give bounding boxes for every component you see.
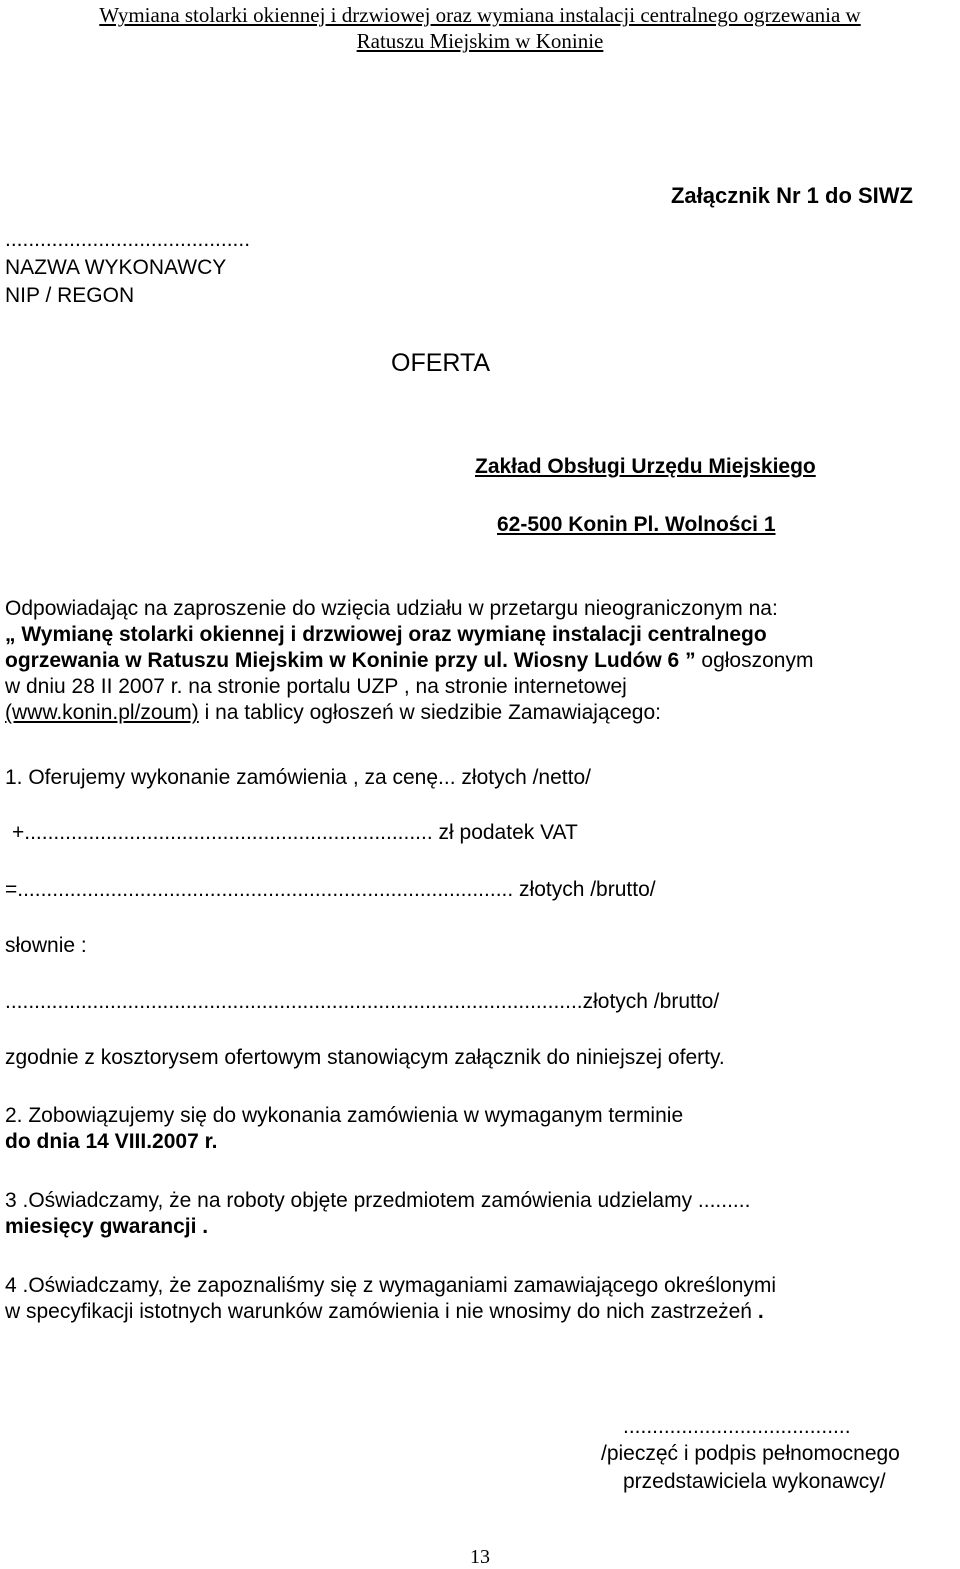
intro-line-3 <box>5 648 955 674</box>
item-1-words-label: słownie : <box>5 934 87 957</box>
contractor-name-label: NAZWA WYKONAWCY <box>5 256 227 279</box>
item-2 <box>5 1103 955 1155</box>
intro-line-3-tail: ogłoszonym <box>695 649 814 672</box>
intro-line-5-tail: i na tablicy ogłoszeń w siedzibie Zamawiającego: <box>198 701 661 724</box>
item-4-line-2-end: . <box>757 1300 764 1323</box>
item-1-words-line: ...................................................................................................złotych /brutto/ <box>5 990 720 1013</box>
intro-line-4: w dniu 28 II 2007 r. na stronie portalu UZP , na stronie internetowej <box>5 675 627 698</box>
website-link[interactable]: (www.konin.pl/zoum) <box>5 701 199 724</box>
attachment-title: Załącznik Nr 1 do SIWZ <box>670 183 913 208</box>
item-1-number: 1. <box>5 766 23 789</box>
item-2-line-1: 2. Zobowiązujemy się do wykonania zamówienia w wymaganym terminie <box>5 1104 684 1127</box>
signature-line-1: /pieczęć i podpis pełnomocnego <box>601 1442 900 1465</box>
item-4-line-1: 4 .Oświadczamy, że zapoznaliśmy się z wymaganiami zamawiającego określonymi <box>5 1274 777 1297</box>
intro-line-5 <box>5 700 955 726</box>
page-number: 13 <box>470 1546 490 1568</box>
intro-line-3-subject: ogrzewania w Ratuszu Miejskim w Koninie przy ul. Wiosny Ludów 6 ” <box>5 649 696 672</box>
item-3 <box>5 1188 955 1240</box>
item-2-deadline: do dnia 14 VIII.2007 r. <box>5 1130 218 1153</box>
header-line-1: Wymiana stolarki okiennej i drzwiowej oraz wymiana instalacji centralnego ogrzewania w <box>99 3 861 27</box>
signature-line-2: przedstawiciela wykonawcy/ <box>623 1470 886 1493</box>
document-header <box>0 2 960 54</box>
item-4-line-2 <box>5 1299 955 1325</box>
recipient-address: 62-500 Konin Pl. Wolności 1 <box>497 513 776 536</box>
signature-dots: ....................................... <box>623 1415 851 1438</box>
intro-line-1: Odpowiadając na zaproszenie do wzięcia udziału w przetargu nieograniczonym na: <box>5 597 778 620</box>
item-1-note: zgodnie z kosztorysem ofertowym stanowiącym załącznik do niniejszej oferty. <box>5 1046 725 1069</box>
contractor-nip-label: NIP / REGON <box>5 284 135 307</box>
item-1-text: Oferujemy wykonanie zamówienia , za cenę <box>22 766 439 789</box>
item-1-dots: ... <box>438 766 456 789</box>
contractor-block <box>5 226 250 310</box>
item-1-price <box>5 766 591 790</box>
item-1-gross-line: =..................................................................................... złotych /brutto/ <box>5 878 656 901</box>
item-1-vat-line: +...................................................................... zł podatek VAT <box>12 821 578 844</box>
header-line-2: Ratuszu Miejskim w Koninie <box>356 29 604 53</box>
item-4-line-2-text: w specyfikacji istotnych warunków zamówienia i nie wnosimy do nich zastrzeżeń <box>5 1300 758 1323</box>
contractor-dots: .......................................... <box>5 228 251 251</box>
offer-title: OFERTA <box>391 349 491 377</box>
recipient-name: Zakład Obsługi Urzędu Miejskiego <box>475 455 816 478</box>
intro-paragraph <box>5 596 955 726</box>
item-3-warranty: miesięcy gwarancji . <box>5 1215 209 1238</box>
item-1-suffix: złotych /netto/ <box>455 766 591 789</box>
item-4 <box>5 1273 955 1325</box>
intro-line-2-subject: „ Wymianę stolarki okiennej i drzwiowej oraz wymianę instalacji centralnego <box>5 623 767 646</box>
item-3-line-1: 3 .Oświadczamy, że na roboty objęte przedmiotem zamówienia udzielamy ......... <box>5 1189 751 1212</box>
